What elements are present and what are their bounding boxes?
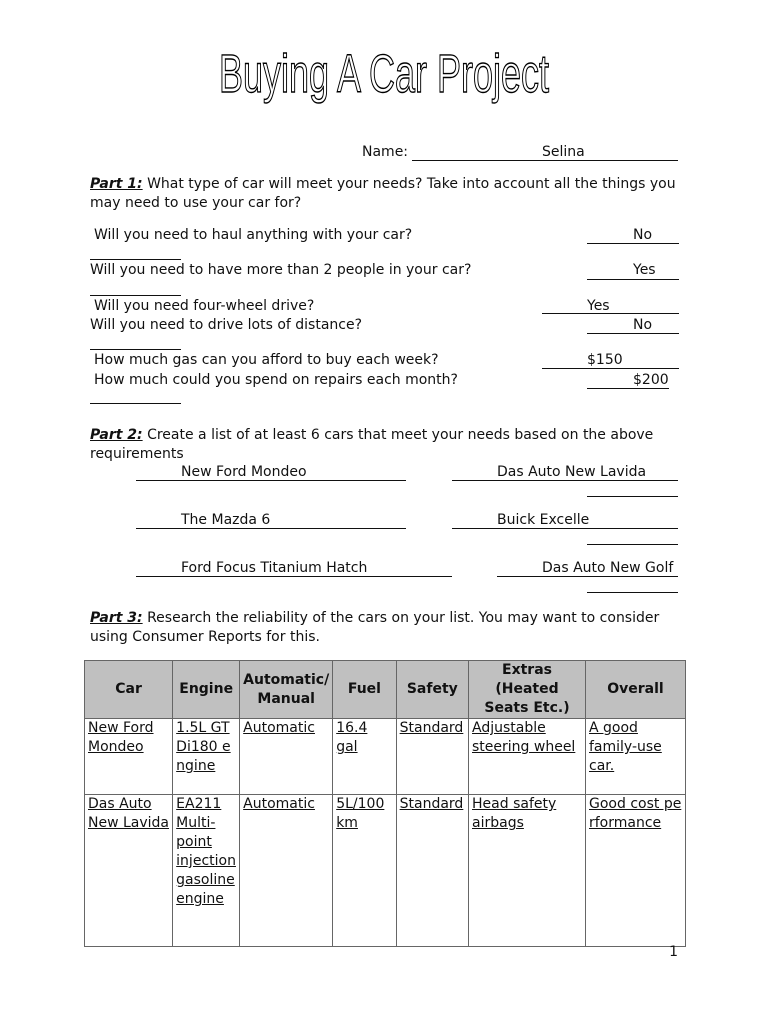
question-4wd: Will you need four-wheel drive? <box>94 298 315 314</box>
name-value: Selina <box>542 144 585 160</box>
car-item: Buick Excelle <box>497 512 590 528</box>
table-cell: 5L/100 km <box>333 795 396 947</box>
part3-intro <box>90 609 680 647</box>
car-item: New Ford Mondeo <box>181 464 307 480</box>
car-line <box>452 528 678 529</box>
column-header: Extras (Heated Seats Etc.) <box>469 661 586 719</box>
part2-intro <box>90 426 680 464</box>
car-line <box>587 496 678 497</box>
car-line <box>136 528 406 529</box>
column-header: Overall <box>586 661 686 719</box>
car-line <box>136 576 452 577</box>
part3-label: Part 3: <box>90 610 143 626</box>
car-line <box>497 576 678 577</box>
column-header: Automatic/ Manual <box>240 661 333 719</box>
column-header: Fuel <box>333 661 396 719</box>
answer-4wd: Yes <box>587 298 610 314</box>
table-cell: Adjustable steering wheel <box>469 719 586 795</box>
table-cell: Automatic <box>240 719 333 795</box>
table-cell: Good cost performance <box>586 795 686 947</box>
question-gas: How much gas can you afford to buy each week? <box>94 352 439 368</box>
car-item: Das Auto New Golf <box>542 560 674 576</box>
car-line <box>587 592 678 593</box>
question-distance: Will you need to drive lots of distance? <box>90 317 363 333</box>
table-cell: Head safety airbags <box>469 795 586 947</box>
page-title <box>0 40 768 106</box>
column-header: Car <box>85 661 173 719</box>
table-header-row <box>85 661 686 719</box>
table-cell: Das Auto New Lavida <box>85 795 173 947</box>
table-cell: 16.4 gal <box>333 719 396 795</box>
car-item: The Mazda 6 <box>181 512 271 528</box>
page-number: 1 <box>669 944 678 960</box>
part1-text: What type of car will meet your needs? Take into account all the things you may need to use your car for? <box>90 176 676 211</box>
answer-repairs: $200 <box>633 372 669 388</box>
table-cell: Standard <box>396 719 468 795</box>
question-haul: Will you need to haul anything with your car? <box>94 227 413 243</box>
question-people: Will you need to have more than 2 people in your car? <box>90 262 472 278</box>
table-cell: 1.5L GTDi180 engine <box>173 719 240 795</box>
table-row <box>85 795 686 947</box>
part1-label: Part 1: <box>90 176 143 192</box>
answer-line <box>542 313 679 314</box>
part2-label: Part 2: <box>90 427 143 443</box>
answer-haul: No <box>633 227 653 243</box>
table-cell: Standard <box>396 795 468 947</box>
name-line <box>412 160 678 161</box>
part3-text: Research the reliability of the cars on your list. You may want to consider using Consumer Reports for this. <box>90 610 660 645</box>
car-line <box>136 480 406 481</box>
answer-people: Yes <box>633 262 656 278</box>
answer-line <box>587 279 679 280</box>
name-label: Name: <box>362 144 409 160</box>
answer-line <box>90 259 181 260</box>
car-item: Das Auto New Lavida <box>497 464 647 480</box>
answer-line <box>542 368 679 369</box>
column-header: Safety <box>396 661 468 719</box>
reliability-table <box>84 660 686 947</box>
column-header: Engine <box>173 661 240 719</box>
part1-intro <box>90 175 680 213</box>
table-cell: New Ford Mondeo <box>85 719 173 795</box>
answer-distance: No <box>633 317 653 333</box>
table-cell: EA211 Multi-point injection gasoline engine <box>173 795 240 947</box>
table-cell: Automatic <box>240 795 333 947</box>
page-title-text: Buying A Car Project <box>219 44 549 104</box>
car-item: Ford Focus Titanium Hatch <box>181 560 368 576</box>
answer-line <box>90 349 181 350</box>
table-row <box>85 719 686 795</box>
answer-line <box>587 243 679 244</box>
table-cell: A good family-use car. <box>586 719 686 795</box>
answer-line <box>587 333 679 334</box>
answer-line <box>587 388 669 389</box>
answer-line <box>90 295 181 296</box>
answer-gas: $150 <box>587 352 623 368</box>
car-line <box>452 480 678 481</box>
part2-text: Create a list of at least 6 cars that meet your needs based on the above requirements <box>90 427 654 462</box>
question-repairs: How much could you spend on repairs each month? <box>94 372 458 388</box>
car-line <box>587 544 678 545</box>
answer-line <box>90 403 181 404</box>
